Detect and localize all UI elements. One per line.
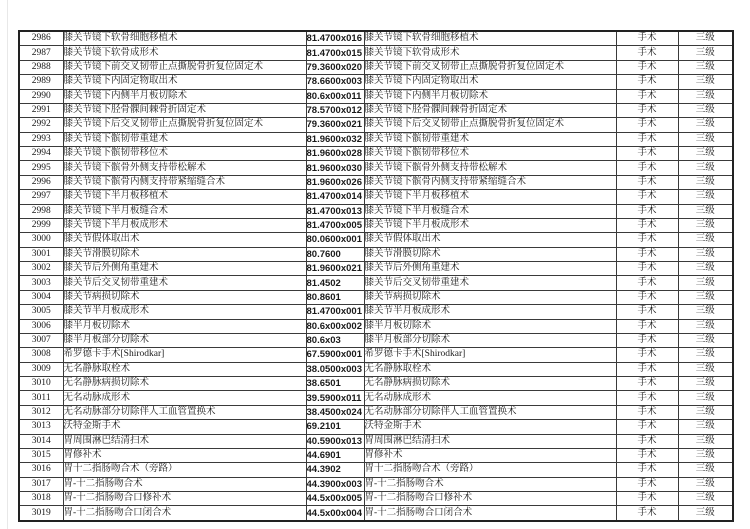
procedure-code-cell: 69.2101 bbox=[306, 420, 364, 434]
table-row bbox=[19, 506, 733, 521]
category-cell: 手术 bbox=[616, 190, 678, 204]
row-number-cell: 3019 bbox=[19, 506, 63, 521]
procedure-name-cell: 膝关节镜下软骨细胞移植术 bbox=[63, 31, 306, 46]
table-row bbox=[19, 46, 733, 60]
level-cell: 三级 bbox=[678, 233, 733, 247]
category-cell: 手术 bbox=[616, 147, 678, 161]
table-row bbox=[19, 348, 733, 362]
row-number-cell: 3012 bbox=[19, 405, 63, 419]
procedure-code-cell: 81.9600x021 bbox=[306, 262, 364, 276]
procedure-name-cell: 膝关节镜下前交叉韧带止点撕脱骨折复位固定术 bbox=[63, 60, 306, 74]
level-cell: 三级 bbox=[678, 434, 733, 448]
procedure-name-cell: 胃-十二指肠吻合术 bbox=[63, 477, 306, 491]
table-row bbox=[19, 434, 733, 448]
procedure-name-cell: 膝半月板部分切除术 bbox=[63, 333, 306, 347]
procedure-name-cell: 胃修补术 bbox=[63, 448, 306, 462]
procedure-name-repeat-cell: 胃-十二指肠吻合口修补术 bbox=[364, 492, 616, 506]
row-number-cell: 3015 bbox=[19, 448, 63, 462]
category-cell: 手术 bbox=[616, 132, 678, 146]
table-row bbox=[19, 477, 733, 491]
category-cell: 手术 bbox=[616, 89, 678, 103]
category-cell: 手术 bbox=[616, 391, 678, 405]
row-number-cell: 3007 bbox=[19, 333, 63, 347]
row-number-cell: 3006 bbox=[19, 319, 63, 333]
procedure-name-repeat-cell: 希罗德卡手术[Shirodkar] bbox=[364, 348, 616, 362]
procedure-name-cell: 无名静脉病损切除术 bbox=[63, 377, 306, 391]
row-number-cell: 3001 bbox=[19, 247, 63, 261]
row-number-cell: 2988 bbox=[19, 60, 63, 74]
procedure-name-cell: 膝关节镜下软骨成形术 bbox=[63, 46, 306, 60]
procedure-code-cell: 81.4700x016 bbox=[306, 31, 364, 46]
level-cell: 三级 bbox=[678, 506, 733, 521]
level-cell: 三级 bbox=[678, 377, 733, 391]
procedure-code-cell: 38.0500x003 bbox=[306, 362, 364, 376]
procedure-name-repeat-cell: 无名静脉病损切除术 bbox=[364, 377, 616, 391]
procedure-name-cell: 膝关节镜下后交叉韧带止点撕脱骨折复位固定术 bbox=[63, 118, 306, 132]
procedure-name-cell: 膝关节镜下髌韧带重建术 bbox=[63, 132, 306, 146]
procedure-code-cell: 39.5900x011 bbox=[306, 391, 364, 405]
procedure-code-cell: 40.5900x013 bbox=[306, 434, 364, 448]
category-cell: 手术 bbox=[616, 75, 678, 89]
table-row bbox=[19, 333, 733, 347]
table-row bbox=[19, 31, 733, 46]
category-cell: 手术 bbox=[616, 276, 678, 290]
procedure-code-cell: 81.9600x032 bbox=[306, 132, 364, 146]
procedure-name-repeat-cell: 膝半月板切除术 bbox=[364, 319, 616, 333]
row-number-cell: 3017 bbox=[19, 477, 63, 491]
level-cell: 三级 bbox=[678, 103, 733, 117]
category-cell: 手术 bbox=[616, 348, 678, 362]
procedure-name-repeat-cell: 膝关节镜下后交叉韧带止点撕脱骨折复位固定术 bbox=[364, 118, 616, 132]
row-number-cell: 2993 bbox=[19, 132, 63, 146]
procedure-name-cell: 膝关节镜下半月板成形术 bbox=[63, 218, 306, 232]
level-cell: 三级 bbox=[678, 60, 733, 74]
procedure-name-repeat-cell: 膝关节镜下前交叉韧带止点撕脱骨折复位固定术 bbox=[364, 60, 616, 74]
row-number-cell: 2994 bbox=[19, 147, 63, 161]
procedure-name-cell: 膝关节后交叉韧带重建术 bbox=[63, 276, 306, 290]
category-cell: 手术 bbox=[616, 333, 678, 347]
level-cell: 三级 bbox=[678, 333, 733, 347]
row-number-cell: 3016 bbox=[19, 463, 63, 477]
level-cell: 三级 bbox=[678, 31, 733, 46]
table-row bbox=[19, 290, 733, 304]
row-number-cell: 2986 bbox=[19, 31, 63, 46]
table-row bbox=[19, 161, 733, 175]
procedure-name-repeat-cell: 膝关节镜下半月板成形术 bbox=[364, 218, 616, 232]
procedure-name-repeat-cell: 胃周围淋巴结清扫术 bbox=[364, 434, 616, 448]
row-number-cell: 3010 bbox=[19, 377, 63, 391]
level-cell: 三级 bbox=[678, 348, 733, 362]
level-cell: 三级 bbox=[678, 290, 733, 304]
procedure-name-repeat-cell: 膝关节镜下内侧半月板切除术 bbox=[364, 89, 616, 103]
procedure-name-repeat-cell: 膝关节镜下软骨细胞移植术 bbox=[364, 31, 616, 46]
table-row bbox=[19, 305, 733, 319]
table-row bbox=[19, 132, 733, 146]
procedure-name-repeat-cell: 膝关节半月板成形术 bbox=[364, 305, 616, 319]
procedure-code-cell: 81.4700x013 bbox=[306, 204, 364, 218]
procedure-name-repeat-cell: 膝关节镜下胫骨髁间棘骨折固定术 bbox=[364, 103, 616, 117]
level-cell: 三级 bbox=[678, 262, 733, 276]
procedure-code-cell: 44.6901 bbox=[306, 448, 364, 462]
row-number-cell: 3003 bbox=[19, 276, 63, 290]
level-cell: 三级 bbox=[678, 477, 733, 491]
table-row bbox=[19, 247, 733, 261]
level-cell: 三级 bbox=[678, 132, 733, 146]
procedure-name-cell: 膝关节镜下半月板缝合术 bbox=[63, 204, 306, 218]
procedure-name-cell: 沃特金斯手术 bbox=[63, 420, 306, 434]
row-number-cell: 2992 bbox=[19, 118, 63, 132]
level-cell: 三级 bbox=[678, 247, 733, 261]
table-row bbox=[19, 262, 733, 276]
procedure-name-cell: 胃-十二指肠吻合口闭合术 bbox=[63, 506, 306, 521]
procedure-name-repeat-cell: 膝关节滑膜切除术 bbox=[364, 247, 616, 261]
table-row bbox=[19, 362, 733, 376]
category-cell: 手术 bbox=[616, 118, 678, 132]
procedure-name-repeat-cell: 沃特金斯手术 bbox=[364, 420, 616, 434]
category-cell: 手术 bbox=[616, 362, 678, 376]
procedure-name-cell: 膝关节镜下胫骨髁间棘骨折固定术 bbox=[63, 103, 306, 117]
table-row bbox=[19, 60, 733, 74]
level-cell: 三级 bbox=[678, 75, 733, 89]
level-cell: 三级 bbox=[678, 218, 733, 232]
procedure-table-container bbox=[18, 30, 732, 522]
procedure-name-cell: 膝关节假体取出术 bbox=[63, 233, 306, 247]
procedure-name-cell: 膝关节半月板成形术 bbox=[63, 305, 306, 319]
procedure-code-cell: 44.3900x003 bbox=[306, 477, 364, 491]
procedure-name-cell: 膝关节镜下髌骨内侧支持带紧缩缝合术 bbox=[63, 175, 306, 189]
row-number-cell: 2999 bbox=[19, 218, 63, 232]
row-number-cell: 3000 bbox=[19, 233, 63, 247]
procedure-table bbox=[18, 30, 734, 522]
category-cell: 手术 bbox=[616, 175, 678, 189]
procedure-name-cell: 膝关节滑膜切除术 bbox=[63, 247, 306, 261]
category-cell: 手术 bbox=[616, 420, 678, 434]
procedure-name-repeat-cell: 无名动脉成形术 bbox=[364, 391, 616, 405]
procedure-name-repeat-cell: 膝关节镜下半月板移植术 bbox=[364, 190, 616, 204]
table-row bbox=[19, 391, 733, 405]
table-row bbox=[19, 420, 733, 434]
procedure-code-cell: 81.4700x001 bbox=[306, 305, 364, 319]
table-row bbox=[19, 118, 733, 132]
procedure-name-repeat-cell: 膝关节镜下软骨成形术 bbox=[364, 46, 616, 60]
procedure-code-cell: 81.4700x015 bbox=[306, 46, 364, 60]
procedure-code-cell: 38.4500x024 bbox=[306, 405, 364, 419]
row-number-cell: 3004 bbox=[19, 290, 63, 304]
procedure-code-cell: 44.3902 bbox=[306, 463, 364, 477]
procedure-code-cell: 67.5900x001 bbox=[306, 348, 364, 362]
category-cell: 手术 bbox=[616, 506, 678, 521]
table-row bbox=[19, 377, 733, 391]
procedure-name-cell: 无名静脉取栓术 bbox=[63, 362, 306, 376]
procedure-name-cell: 胃-十二指肠吻合口修补术 bbox=[63, 492, 306, 506]
row-number-cell: 3013 bbox=[19, 420, 63, 434]
level-cell: 三级 bbox=[678, 276, 733, 290]
level-cell: 三级 bbox=[678, 89, 733, 103]
category-cell: 手术 bbox=[616, 405, 678, 419]
procedure-name-repeat-cell: 胃-十二指肠吻合术 bbox=[364, 477, 616, 491]
table-row bbox=[19, 75, 733, 89]
row-number-cell: 3002 bbox=[19, 262, 63, 276]
table-row bbox=[19, 463, 733, 477]
level-cell: 三级 bbox=[678, 405, 733, 419]
procedure-name-cell: 胃十二指肠吻合术（旁路） bbox=[63, 463, 306, 477]
row-number-cell: 2990 bbox=[19, 89, 63, 103]
procedure-name-repeat-cell: 膝关节镜下髌韧带移位术 bbox=[364, 147, 616, 161]
row-number-cell: 2989 bbox=[19, 75, 63, 89]
procedure-name-cell: 膝关节后外侧角重建术 bbox=[63, 262, 306, 276]
page-edge-line bbox=[7, 0, 8, 529]
procedure-name-repeat-cell: 膝关节镜下半月板缝合术 bbox=[364, 204, 616, 218]
procedure-name-cell: 希罗德卡手术[Shirodkar] bbox=[63, 348, 306, 362]
table-row bbox=[19, 175, 733, 189]
table-row bbox=[19, 319, 733, 333]
procedure-name-repeat-cell: 胃十二指肠吻合术（旁路） bbox=[364, 463, 616, 477]
level-cell: 三级 bbox=[678, 319, 733, 333]
procedure-code-cell: 81.4700x014 bbox=[306, 190, 364, 204]
table-row bbox=[19, 147, 733, 161]
procedure-name-cell: 膝半月板切除术 bbox=[63, 319, 306, 333]
row-number-cell: 2998 bbox=[19, 204, 63, 218]
procedure-name-repeat-cell: 膝关节镜下内固定物取出术 bbox=[364, 75, 616, 89]
procedure-name-repeat-cell: 无名静脉取栓术 bbox=[364, 362, 616, 376]
level-cell: 三级 bbox=[678, 190, 733, 204]
category-cell: 手术 bbox=[616, 477, 678, 491]
procedure-code-cell: 44.5x00x004 bbox=[306, 506, 364, 521]
procedure-code-cell: 81.9600x030 bbox=[306, 161, 364, 175]
procedure-name-repeat-cell: 膝关节后交叉韧带重建术 bbox=[364, 276, 616, 290]
category-cell: 手术 bbox=[616, 377, 678, 391]
table-row bbox=[19, 448, 733, 462]
row-number-cell: 3009 bbox=[19, 362, 63, 376]
level-cell: 三级 bbox=[678, 362, 733, 376]
procedure-code-cell: 80.8601 bbox=[306, 290, 364, 304]
level-cell: 三级 bbox=[678, 391, 733, 405]
category-cell: 手术 bbox=[616, 60, 678, 74]
level-cell: 三级 bbox=[678, 175, 733, 189]
procedure-name-repeat-cell: 膝关节镜下髌骨内侧支持带紧缩缝合术 bbox=[364, 175, 616, 189]
procedure-name-repeat-cell: 膝关节镜下髌骨外侧支持带松解术 bbox=[364, 161, 616, 175]
level-cell: 三级 bbox=[678, 204, 733, 218]
procedure-code-cell: 80.0600x001 bbox=[306, 233, 364, 247]
row-number-cell: 3011 bbox=[19, 391, 63, 405]
level-cell: 三级 bbox=[678, 118, 733, 132]
procedure-code-cell: 78.6600x003 bbox=[306, 75, 364, 89]
level-cell: 三级 bbox=[678, 448, 733, 462]
procedure-code-cell: 81.9600x026 bbox=[306, 175, 364, 189]
category-cell: 手术 bbox=[616, 262, 678, 276]
procedure-name-repeat-cell: 胃修补术 bbox=[364, 448, 616, 462]
procedure-name-repeat-cell: 膝关节病损切除术 bbox=[364, 290, 616, 304]
procedure-code-cell: 81.9600x028 bbox=[306, 147, 364, 161]
table-row bbox=[19, 204, 733, 218]
row-number-cell: 2997 bbox=[19, 190, 63, 204]
row-number-cell: 2987 bbox=[19, 46, 63, 60]
level-cell: 三级 bbox=[678, 463, 733, 477]
table-row bbox=[19, 190, 733, 204]
category-cell: 手术 bbox=[616, 319, 678, 333]
table-row bbox=[19, 103, 733, 117]
table-row bbox=[19, 218, 733, 232]
row-number-cell: 2991 bbox=[19, 103, 63, 117]
procedure-name-repeat-cell: 胃-十二指肠吻合口闭合术 bbox=[364, 506, 616, 521]
procedure-code-cell: 38.6501 bbox=[306, 377, 364, 391]
procedure-code-cell: 78.5700x012 bbox=[306, 103, 364, 117]
procedure-name-repeat-cell: 膝关节镜下髌韧带重建术 bbox=[364, 132, 616, 146]
procedure-name-cell: 无名动脉部分切除伴人工血管置换术 bbox=[63, 405, 306, 419]
row-number-cell: 3008 bbox=[19, 348, 63, 362]
procedure-name-repeat-cell: 膝关节后外侧角重建术 bbox=[364, 262, 616, 276]
row-number-cell: 3005 bbox=[19, 305, 63, 319]
category-cell: 手术 bbox=[616, 161, 678, 175]
level-cell: 三级 bbox=[678, 420, 733, 434]
level-cell: 三级 bbox=[678, 305, 733, 319]
category-cell: 手术 bbox=[616, 492, 678, 506]
procedure-code-cell: 79.3600x020 bbox=[306, 60, 364, 74]
table-row bbox=[19, 405, 733, 419]
row-number-cell: 2996 bbox=[19, 175, 63, 189]
procedure-code-cell: 80.6x00x002 bbox=[306, 319, 364, 333]
level-cell: 三级 bbox=[678, 492, 733, 506]
procedure-code-cell: 81.4502 bbox=[306, 276, 364, 290]
category-cell: 手术 bbox=[616, 247, 678, 261]
procedure-name-cell: 膝关节镜下半月板移植术 bbox=[63, 190, 306, 204]
category-cell: 手术 bbox=[616, 103, 678, 117]
category-cell: 手术 bbox=[616, 448, 678, 462]
category-cell: 手术 bbox=[616, 463, 678, 477]
procedure-name-cell: 膝关节镜下髌韧带移位术 bbox=[63, 147, 306, 161]
procedure-code-cell: 80.6x00x011 bbox=[306, 89, 364, 103]
procedure-name-repeat-cell: 膝半月板部分切除术 bbox=[364, 333, 616, 347]
procedure-code-cell: 80.7600 bbox=[306, 247, 364, 261]
category-cell: 手术 bbox=[616, 204, 678, 218]
category-cell: 手术 bbox=[616, 46, 678, 60]
procedure-code-cell: 44.5x00x005 bbox=[306, 492, 364, 506]
table-row bbox=[19, 492, 733, 506]
procedure-name-cell: 膝关节病损切除术 bbox=[63, 290, 306, 304]
row-number-cell: 3014 bbox=[19, 434, 63, 448]
category-cell: 手术 bbox=[616, 233, 678, 247]
procedure-code-cell: 79.3600x021 bbox=[306, 118, 364, 132]
table-row bbox=[19, 89, 733, 103]
row-number-cell: 2995 bbox=[19, 161, 63, 175]
category-cell: 手术 bbox=[616, 290, 678, 304]
table-row bbox=[19, 233, 733, 247]
level-cell: 三级 bbox=[678, 46, 733, 60]
category-cell: 手术 bbox=[616, 218, 678, 232]
procedure-table-body bbox=[19, 31, 733, 521]
table-row bbox=[19, 276, 733, 290]
category-cell: 手术 bbox=[616, 434, 678, 448]
level-cell: 三级 bbox=[678, 147, 733, 161]
procedure-name-cell: 无名动脉成形术 bbox=[63, 391, 306, 405]
row-number-cell: 3018 bbox=[19, 492, 63, 506]
procedure-name-cell: 膝关节镜下髌骨外侧支持带松解术 bbox=[63, 161, 306, 175]
procedure-name-cell: 胃周围淋巴结清扫术 bbox=[63, 434, 306, 448]
category-cell: 手术 bbox=[616, 31, 678, 46]
level-cell: 三级 bbox=[678, 161, 733, 175]
procedure-name-cell: 膝关节镜下内侧半月板切除术 bbox=[63, 89, 306, 103]
category-cell: 手术 bbox=[616, 305, 678, 319]
procedure-name-repeat-cell: 无名动脉部分切除伴人工血管置换术 bbox=[364, 405, 616, 419]
procedure-name-repeat-cell: 膝关节假体取出术 bbox=[364, 233, 616, 247]
procedure-name-cell: 膝关节镜下内固定物取出术 bbox=[63, 75, 306, 89]
procedure-code-cell: 80.6x03 bbox=[306, 333, 364, 347]
procedure-code-cell: 81.4700x005 bbox=[306, 218, 364, 232]
